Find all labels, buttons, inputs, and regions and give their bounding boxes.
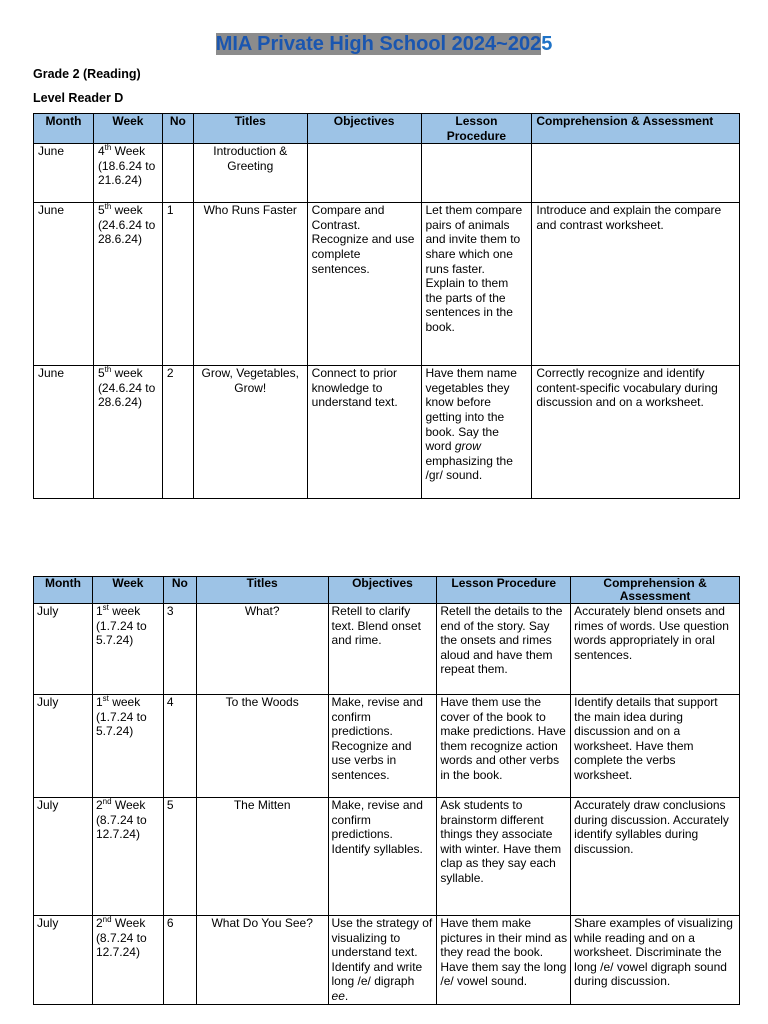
- cell-week: 1st week (1.7.24 to 5.7.24): [92, 604, 163, 695]
- cell-no: 4: [163, 695, 196, 798]
- cell-procedure: Let them compare pairs of animals and invite them to share which one runs faster. Explain to them the parts of the sentences in the book.: [421, 203, 532, 366]
- cell-procedure: Have them name vegetables they know before getting into the book. Say the word grow emphasizing the /gr/ sound.: [421, 366, 532, 499]
- title-highlighted: MIA Private High School 2024~202: [215, 33, 542, 55]
- col-assessment: Comprehension & Assessment: [532, 114, 740, 144]
- col-procedure: Lesson Procedure: [421, 114, 532, 144]
- cell-objectives: Make, revise and confirm predictions. Recognize and use verbs in sentences.: [328, 695, 437, 798]
- cell-objectives: Retell to clarify text. Blend onset and rime.: [328, 604, 437, 695]
- cell-assessment: Correctly recognize and identify content-specific vocabulary during discussion and on a worksheet.: [532, 366, 740, 499]
- table-row: [34, 916, 740, 1005]
- col-no: No: [162, 114, 193, 144]
- cell-no: 3: [163, 604, 196, 695]
- cell-assessment: Accurately blend onsets and rimes of words. Use question words appropriately in oral sentences.: [571, 604, 740, 695]
- cell-procedure: Retell the details to the end of the story. Say the onsets and rimes aloud and have them repeat them.: [437, 604, 571, 695]
- cell-month: June: [34, 144, 94, 203]
- cell-objectives: Make, revise and confirm predictions. Identify syllables.: [328, 798, 437, 916]
- col-objectives: Objectives: [328, 577, 437, 604]
- level-heading: Level Reader D: [33, 91, 124, 105]
- col-month: Month: [34, 577, 93, 604]
- cell-objectives: Connect to prior knowledge to understand text.: [307, 366, 421, 499]
- cell-no: 6: [163, 916, 196, 1005]
- cell-no: 2: [162, 366, 193, 499]
- cell-objectives: Compare and Contrast. Recognize and use complete sentences.: [307, 203, 421, 366]
- cell-title: Introduction & Greeting: [193, 144, 307, 203]
- grade-heading: Grade 2 (Reading): [33, 67, 141, 81]
- lesson-table-june: [33, 113, 740, 499]
- cell-procedure: Have them use the cover of the book to make predictions. Have them recognize action words and other verbs in the book.: [437, 695, 571, 798]
- cell-procedure: Have them make pictures in their mind as they read the book. Have them say the long /e/ vowel sound.: [437, 916, 571, 1005]
- cell-procedure: Ask students to brainstorm different things they associate with winter. Have them clap as they say each syllable.: [437, 798, 571, 916]
- col-titles: Titles: [196, 577, 328, 604]
- cell-title: What Do You See?: [196, 916, 328, 1005]
- col-week: Week: [93, 114, 162, 144]
- cell-month: July: [34, 916, 93, 1005]
- col-procedure: Lesson Procedure: [437, 577, 571, 604]
- cell-week: 2nd Week (8.7.24 to 12.7.24): [92, 916, 163, 1005]
- table-row: [34, 366, 740, 499]
- cell-month: July: [34, 604, 93, 695]
- col-titles: Titles: [193, 114, 307, 144]
- cell-procedure: [421, 144, 532, 203]
- cell-title: To the Woods: [196, 695, 328, 798]
- cell-title: Who Runs Faster: [193, 203, 307, 366]
- cell-objectives: Use the strategy of visualizing to understand text. Identify and write long /e/ digraph ee.: [328, 916, 437, 1005]
- cell-month: June: [34, 366, 94, 499]
- table-row: [34, 798, 740, 916]
- col-month: Month: [34, 114, 94, 144]
- cell-month: July: [34, 798, 93, 916]
- table-row: [34, 604, 740, 695]
- table-header-row: [34, 114, 740, 144]
- cell-assessment: [532, 144, 740, 203]
- cell-title: What?: [196, 604, 328, 695]
- col-objectives: Objectives: [307, 114, 421, 144]
- cell-assessment: Identify details that support the main idea during discussion and on a worksheet. Have them complete the verbs worksheet.: [571, 695, 740, 798]
- col-week: Week: [92, 577, 163, 604]
- cell-week: 5th week (24.6.24 to 28.6.24): [93, 366, 162, 499]
- cell-title: The Mitten: [196, 798, 328, 916]
- table-row: [34, 144, 740, 203]
- cell-week: 2nd Week (8.7.24 to 12.7.24): [92, 798, 163, 916]
- cell-week: 1st week (1.7.24 to 5.7.24): [92, 695, 163, 798]
- cell-assessment: Introduce and explain the compare and contrast worksheet.: [532, 203, 740, 366]
- table-row: [34, 695, 740, 798]
- cell-no: [162, 144, 193, 203]
- col-assessment: Comprehension & Assessment: [571, 577, 740, 604]
- cell-no: 1: [162, 203, 193, 366]
- cell-week: 4th Week (18.6.24 to 21.6.24): [93, 144, 162, 203]
- title-tail: 5: [541, 33, 553, 55]
- col-no: No: [163, 577, 196, 604]
- cell-week: 5th week (24.6.24 to 28.6.24): [93, 203, 162, 366]
- cell-assessment: Accurately draw conclusions during discussion. Accurately identify syllables during discussion.: [571, 798, 740, 916]
- cell-no: 5: [163, 798, 196, 916]
- lesson-table-july: [33, 576, 740, 1005]
- document-title: [0, 33, 768, 56]
- table-row: [34, 203, 740, 366]
- cell-month: June: [34, 203, 94, 366]
- table-header-row: [34, 577, 740, 604]
- cell-title: Grow, Vegetables, Grow!: [193, 366, 307, 499]
- cell-assessment: Share examples of visualizing while reading and on a worksheet. Discriminate the long /e/ vowel digraph sound during discussion.: [571, 916, 740, 1005]
- cell-month: July: [34, 695, 93, 798]
- cell-objectives: [307, 144, 421, 203]
